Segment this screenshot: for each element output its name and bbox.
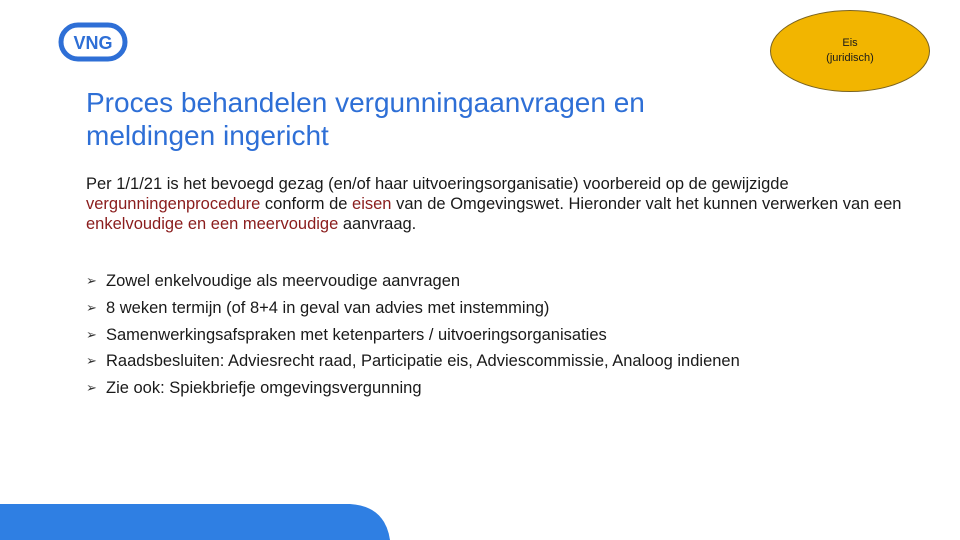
list-item-text: 8 weken termijn (of 8+4 in geval van advies met instemming) (106, 298, 550, 317)
arrow-bullet-icon: ➢ (86, 326, 97, 342)
title-line-1: Proces behandelen vergunningaanvragen en (86, 87, 645, 118)
intro-paragraph (86, 174, 926, 234)
intro-highlight-procedure: vergunningenprocedure (86, 195, 261, 213)
arrow-bullet-icon: ➢ (86, 380, 97, 396)
bullet-list (86, 268, 740, 402)
intro-text-4: aanvraag. (338, 215, 417, 233)
list-item-text: Raadsbesluiten: Adviesrecht raad, Participatie eis, Adviescommissie, Analoog indienen (106, 352, 740, 371)
intro-text-3: van de Omgevingswet. Hieronder valt het kunnen verwerken van een (391, 195, 902, 213)
arrow-bullet-icon: ➢ (86, 299, 97, 315)
list-item (86, 375, 740, 402)
title-line-2: meldingen ingericht (86, 120, 329, 151)
page-title (86, 86, 786, 152)
logo-text: VNG (73, 33, 113, 53)
intro-text-2: conform de (260, 195, 353, 213)
list-item (86, 348, 740, 375)
list-item (86, 268, 740, 295)
badge-line-1: Eis (842, 37, 858, 49)
list-item (86, 322, 740, 349)
arrow-bullet-icon: ➢ (86, 273, 97, 288)
footer-wave (0, 504, 390, 540)
list-item (86, 295, 740, 322)
list-item-text: Zowel enkelvoudige als meervoudige aanvragen (106, 272, 461, 290)
intro-text-1: Per 1/1/21 is het bevoegd gezag (en/of haar uitvoeringsorganisatie) voorbereid op de gewijzigde (86, 175, 789, 193)
intro-highlight-eisen: eisen (352, 195, 392, 213)
list-item-text: Zie ook: Spiekbriefje omgevingsvergunning (106, 379, 422, 398)
eis-juridisch-badge (770, 10, 930, 92)
badge-line-2: (juridisch) (826, 52, 874, 64)
list-item-text: Samenwerkingsafspraken met ketenparters / uitvoeringsorganisaties (106, 325, 607, 344)
vng-logo (58, 22, 128, 62)
intro-highlight-aanvraag: enkelvoudige en een meervoudige (86, 215, 339, 233)
arrow-bullet-icon: ➢ (86, 353, 97, 369)
